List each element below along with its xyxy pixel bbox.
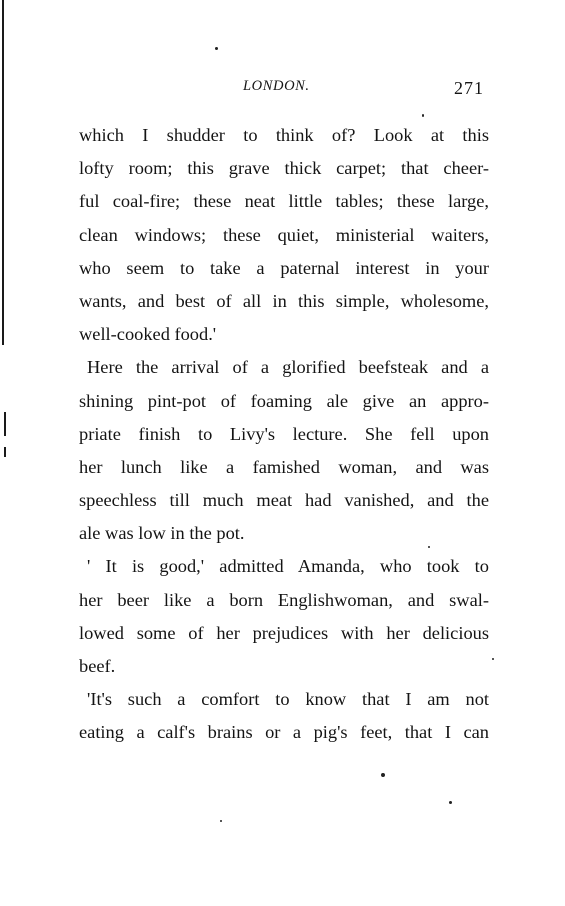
ink-speck (492, 658, 494, 660)
text-line: her lunch like a famished woman, and was (79, 456, 489, 477)
text-line: clean windows; these quiet, ministerial waiters, (79, 224, 489, 245)
ink-speck (422, 114, 424, 117)
body-text (79, 119, 489, 750)
text-line: well-cooked food.' (79, 324, 217, 345)
text-line: 'It's such a comfort to know that I am not (87, 689, 489, 710)
text-line: her beer like a born Englishwoman, and swal- (79, 589, 489, 610)
text-line: ale was low in the pot. (79, 523, 245, 544)
ink-speck (215, 47, 218, 50)
page-edge-line (2, 0, 4, 345)
text-line: Here the arrival of a glorified beefsteak and a (87, 357, 489, 378)
text-line: beef. (79, 656, 116, 676)
text-line: who seem to take a paternal interest in your (79, 257, 489, 278)
text-line: shining pint-pot of foaming ale give an appro- (79, 390, 489, 411)
running-title: LONDON. (243, 78, 310, 94)
ink-speck (220, 820, 222, 822)
page-header (0, 78, 565, 102)
text-line: eating a calf's brains or a pig's feet, that I can (79, 722, 489, 743)
text-line: priate finish to Livy's lecture. She fell upon (79, 423, 489, 444)
text-line: which I shudder to think of? Look at this (79, 125, 489, 145)
text-line: ' It is good,' admitted Amanda, who took to (87, 556, 489, 577)
page-number: 271 (454, 78, 484, 98)
ink-speck (449, 801, 452, 804)
text-line: wants, and best of all in this simple, wholesome, (79, 290, 489, 311)
text-line: lofty room; this grave thick carpet; that cheer- (79, 158, 489, 179)
text-line: speechless till much meat had vanished, and the (79, 490, 489, 511)
page-edge-mark (4, 447, 6, 457)
ink-speck (381, 773, 385, 777)
page-edge-mark (4, 412, 6, 436)
ink-speck (428, 546, 430, 548)
text-line: lowed some of her prejudices with her delicious (79, 622, 489, 643)
text-line: ful coal-fire; these neat little tables; these large, (79, 191, 489, 212)
